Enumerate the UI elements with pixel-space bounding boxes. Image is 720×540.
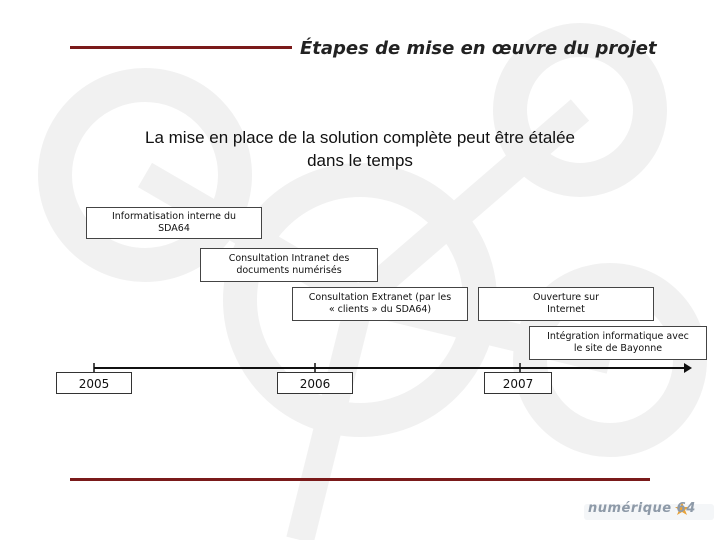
step-label-line-2: le site de Bayonne bbox=[573, 343, 663, 354]
year-label-2005: 2005 bbox=[56, 372, 132, 394]
step-label-line-2: Internet bbox=[547, 304, 585, 315]
step-box-bayonne bbox=[529, 326, 707, 360]
step-box-extranet bbox=[292, 287, 468, 321]
year-label-2006: 2006 bbox=[277, 372, 353, 394]
footer-rule bbox=[70, 478, 650, 481]
step-label-line-2: documents numérisés bbox=[236, 265, 342, 276]
step-box-internal bbox=[86, 207, 262, 239]
logo-text: numérique 64 bbox=[588, 501, 696, 516]
step-box-intranet bbox=[200, 248, 378, 282]
year-label-2007: 2007 bbox=[484, 372, 552, 394]
page-title: Étapes de mise en œuvre du projet bbox=[300, 38, 657, 59]
subtitle bbox=[80, 126, 640, 172]
step-label-line-1: Informatisation interne du bbox=[111, 211, 237, 222]
step-label-line-2: SDA64 bbox=[158, 223, 190, 234]
subtitle-line-1: La mise en place de la solution complète peut être étalée bbox=[145, 128, 575, 147]
step-label-line-1: Intégration informatique avec bbox=[547, 331, 689, 342]
step-label-line-1: Ouverture sur bbox=[532, 292, 600, 303]
step-label-line-2: « clients » du SDA64) bbox=[328, 304, 432, 315]
step-box-internet bbox=[478, 287, 654, 321]
step-label-line-1: Consultation Extranet (par les bbox=[308, 292, 452, 303]
step-label-line-1: Consultation Intranet des bbox=[228, 253, 350, 264]
subtitle-line-2: dans le temps bbox=[307, 151, 413, 170]
title-rule bbox=[70, 46, 292, 49]
